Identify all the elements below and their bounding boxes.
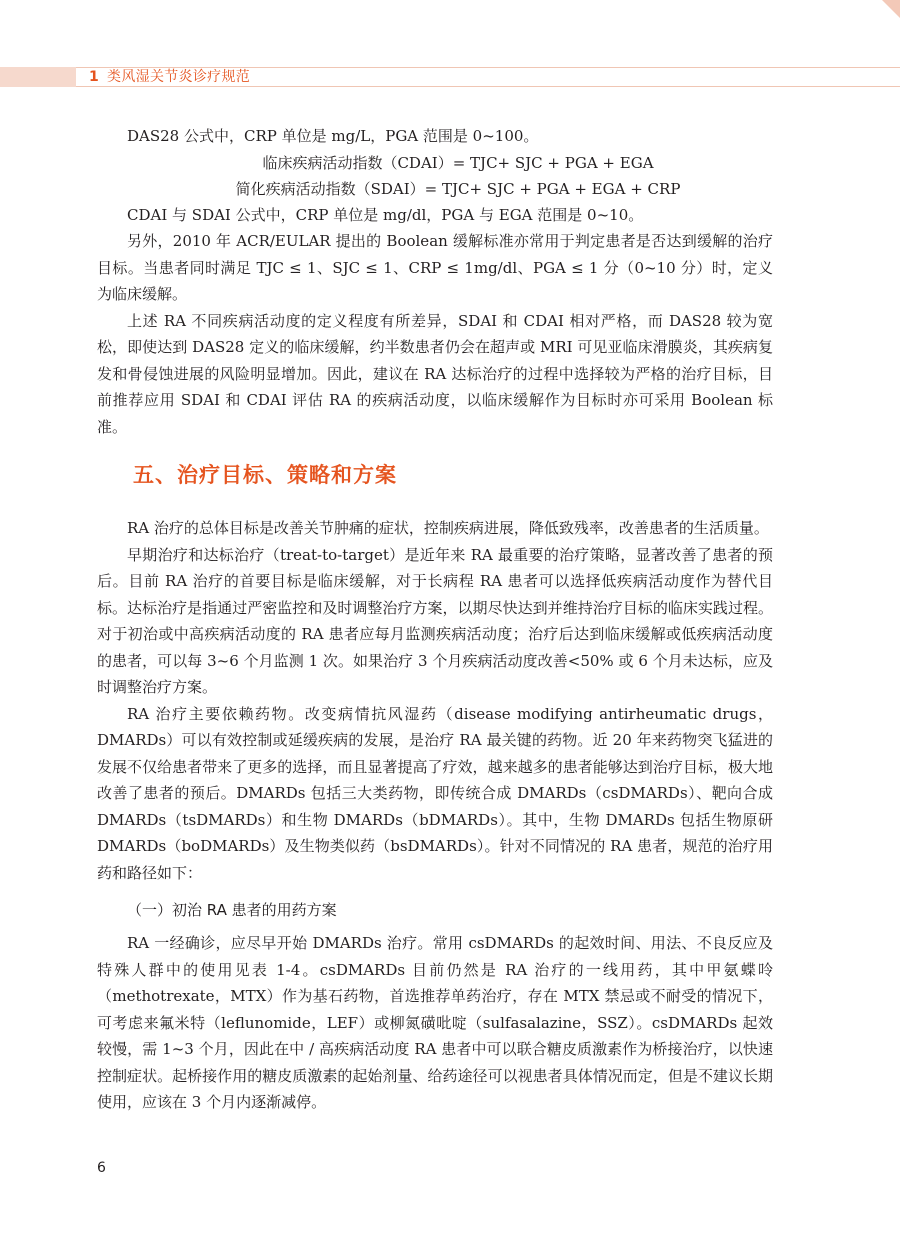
overall-goal-paragraph: RA 治疗的总体目标是改善关节肿痛的症状，控制疾病进展，降低致残率，改善患者的生活质量。	[127, 519, 769, 537]
boolean-remission-paragraph: 另外，2010 年 ACR/EULAR 提出的 Boolean 缓解标准亦常用于判定患者是否达到缓解的治疗目标。当患者同时满足 TJC ≤ 1、SJC ≤ 1、CRP ≤ 1mg/dl、PGA ≤ 1 分（0~10 分）时，定义为临床缓解。	[97, 232, 773, 303]
page-corner-decoration	[882, 0, 900, 18]
definitions-comparison-paragraph: 上述 RA 不同疾病活动度的定义程度有所差异，SDAI 和 CDAI 相对严格，而 DAS28 较为宽松，即使达到 DAS28 定义的临床缓解，约半数患者仍会在超声或 MRI 可见亚临床滑膜炎，其疾病复发和骨侵蚀进展的风险明显增加。因此，建议在 RA 达标治疗的过程中选择较为严格的治疗目标，目前推荐应用 SDAI 和 CDAI 评估 RA 的疾病活动度，以临床缓解作为目标时亦可采用 Boolean 标准。	[97, 311, 773, 436]
chapter-number: 1	[89, 69, 100, 85]
chapter-heading	[89, 67, 250, 87]
dmards-paragraph: RA 治疗主要依赖药物。改变病情抗风湿药（disease modifying antirheumatic drugs，DMARDs）可以有效控制或延缓疾病的发展，是治疗 RA 最关键的药物。近 20 年来药物突飞猛进的发展不仅给患者带来了更多的选择，而且显著提高了疗效，越来越多的患者能够达到治疗目标，极大地改善了患者的预后。DMARDs 包括三大类药物，即传统合成 DMARDs（csDMARDs）、靶向合成 DMARDs（tsDMARDs）和生物 DMARDs（bDMARDs）。其中，生物 DMARDs 包括生物原研 DMARDs（boDMARDs）及生物类似药（bsDMARDs）。针对不同情况的 RA 患者，规范的治疗用药和路径如下：	[97, 704, 773, 882]
cdai-sdai-unit-note: CDAI 与 SDAI 公式中，CRP 单位是 mg/dl，PGA 与 EGA 范围是 0~10。	[127, 205, 644, 224]
running-header	[0, 67, 900, 87]
page-number: 6	[97, 1160, 106, 1176]
page-body	[97, 123, 773, 1116]
initial-treatment-paragraph: RA 一经确诊，应尽早开始 DMARDs 治疗。常用 csDMARDs 的起效时间、用法、不良反应及特殊人群中的使用见表 1-4。csDMARDs 目前仍然是 RA 治疗的一线用药，其中甲氨蝶呤（methotrexate，MTX）作为基石药物，首选推荐单药治疗，存在 MTX 禁忌或不耐受的情况下，可考虑来氟米特（leflunomide，LEF）或柳氮磺吡啶（sulfasalazine，SSZ）。csDMARDs 起效较慢，需 1~3 个月，因此在中 / 高疾病活动度 RA 患者中可以联合糖皮质激素作为桥接治疗，以快速控制症状。起桥接作用的糖皮质激素的起始剂量、给药途径可以视患者具体情况而定，但是不建议长期使用，应该在 3 个月内逐渐减停。	[97, 934, 773, 1111]
header-color-band	[0, 67, 76, 87]
das28-unit-note: DAS28 公式中，CRP 单位是 mg/L，PGA 范围是 0~100。	[127, 127, 539, 145]
chapter-title: 类风湿关节炎诊疗规范	[107, 69, 251, 85]
cdai-formula: 临床疾病活动指数（CDAI）= TJC+ SJC + PGA + EGA	[262, 153, 654, 172]
sdai-formula: 简化疾病活动指数（SDAI）= TJC+ SJC + PGA + EGA + CRP	[235, 179, 681, 198]
section-title: 五、治疗目标、策略和方案	[133, 463, 397, 487]
treatment-strategy-paragraph: 早期治疗和达标治疗（treat-to-target）是近年来 RA 最重要的治疗策略，显著改善了患者的预后。目前 RA 治疗的首要目标是临床缓解，对于长病程 RA 患者可以选择低疾病活动度作为替代目标。达标治疗是指通过严密监控和及时调整治疗方案，以期尽快达到并维持治疗目标的临床实践过程。对于初治或中高疾病活动度的 RA 患者应每月监测疾病活动度；治疗后达到临床缓解或低疾病活动度的患者，可以每 3~6 个月监测 1 次。如果治疗 3 个月疾病活动度改善<50% 或 6 个月未达标，应及时调整治疗方案。	[97, 545, 773, 696]
subsection-title: （一）初治 RA 患者的用药方案	[127, 901, 337, 919]
